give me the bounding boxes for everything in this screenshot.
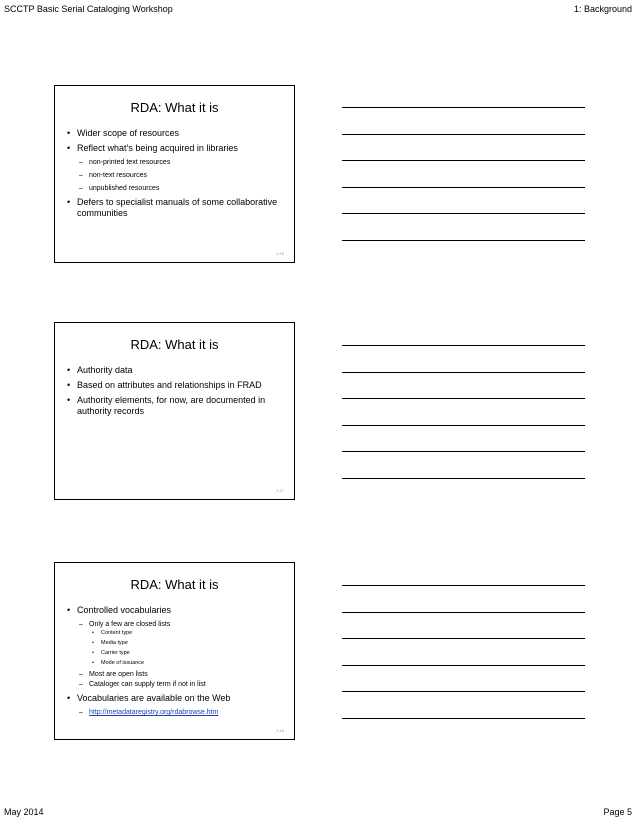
- note-line: [342, 585, 585, 586]
- bullet: • Vocabularies are available on the Web: [67, 693, 284, 704]
- note-line: [342, 213, 585, 214]
- sub-sub-bullet: • Carrier type: [67, 650, 284, 657]
- sub-bullet: – non-printed text resources: [67, 158, 284, 167]
- slide-body: [67, 365, 284, 421]
- note-line: [342, 612, 585, 613]
- bullet: • Authority elements, for now, are documented in authority records: [67, 395, 284, 417]
- note-line: [342, 134, 585, 135]
- note-line: [342, 160, 585, 161]
- note-line: [342, 372, 585, 373]
- sub-sub-bullet: • Media type: [67, 640, 284, 647]
- page-header-section: 1: Background: [573, 4, 632, 14]
- sub-bullet: – Only a few are closed lists: [67, 620, 284, 629]
- slide-1: [54, 85, 295, 263]
- page-footer-date: May 2014: [4, 807, 44, 817]
- sub-bullet: – Cataloger can supply term if not in list: [67, 680, 284, 689]
- sub-sub-bullet: • Mode of issuance: [67, 660, 284, 667]
- slide-body: [67, 605, 284, 721]
- bullet: • Reflect what’s being acquired in libraries: [67, 143, 284, 154]
- sub-bullet: – unpublished resources: [67, 184, 284, 193]
- note-line: [342, 478, 585, 479]
- note-line: [342, 638, 585, 639]
- slide-3: [54, 562, 295, 740]
- slide-body: [67, 128, 284, 223]
- slide-title: RDA: What it is: [130, 337, 219, 352]
- slide-number: 1-16: [275, 251, 284, 256]
- bullet: • Authority data: [67, 365, 284, 376]
- bullet: • Wider scope of resources: [67, 128, 284, 139]
- sub-bullet: – non-text resources: [67, 171, 284, 180]
- bullet: • Controlled vocabularies: [67, 605, 284, 616]
- note-line: [342, 107, 585, 108]
- notes-lines-2: [342, 345, 585, 505]
- note-line: [342, 451, 585, 452]
- note-line: [342, 425, 585, 426]
- note-line: [342, 718, 585, 719]
- bullet: • Based on attributes and relationships in FRAD: [67, 380, 284, 391]
- bullet: • Defers to specialist manuals of some collaborative communities: [67, 197, 284, 219]
- sub-bullet: – Most are open lists: [67, 670, 284, 679]
- slide-number: 1-18: [275, 728, 284, 733]
- note-line: [342, 665, 585, 666]
- note-line: [342, 240, 585, 241]
- sub-sub-bullet: • Content type: [67, 630, 284, 637]
- slide-title: RDA: What it is: [130, 100, 219, 115]
- slide-title: RDA: What it is: [130, 577, 219, 592]
- note-line: [342, 345, 585, 346]
- notes-lines-1: [342, 107, 585, 267]
- note-line: [342, 398, 585, 399]
- note-line: [342, 691, 585, 692]
- rda-browse-link[interactable]: http://metadataregistry.org/rdabrowse.htm: [89, 709, 219, 716]
- sub-bullet-link: [67, 708, 284, 717]
- page-header-title: SCCTP Basic Serial Cataloging Workshop: [4, 4, 173, 14]
- notes-lines-3: [342, 585, 585, 745]
- note-line: [342, 187, 585, 188]
- slide-2: [54, 322, 295, 500]
- page-footer-page: Page 5: [603, 807, 632, 817]
- slide-number: 1-17: [275, 488, 284, 493]
